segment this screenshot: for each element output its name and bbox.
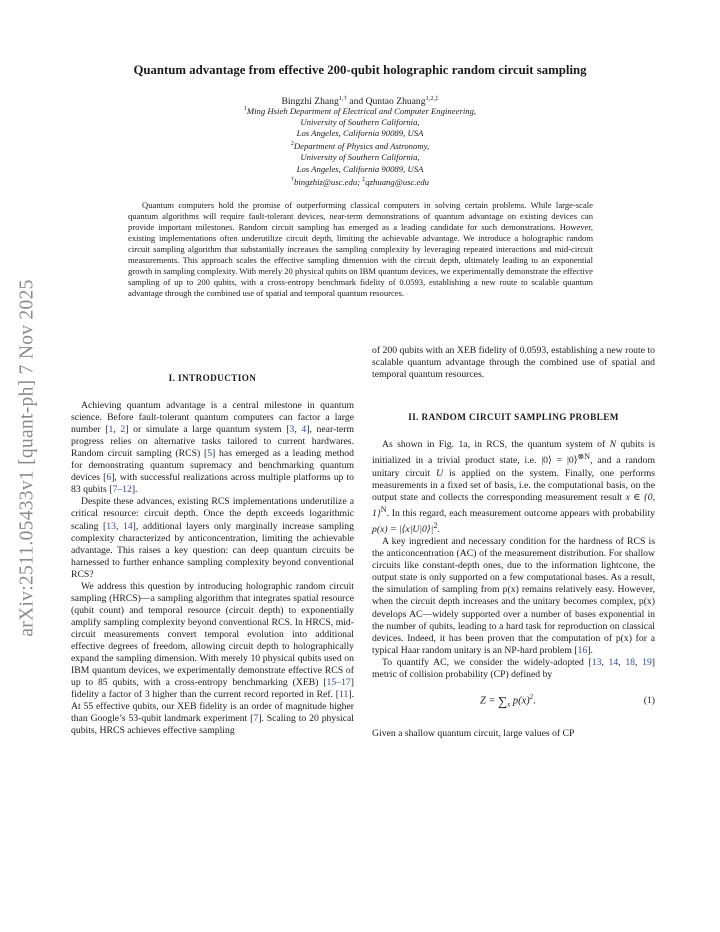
affiliation-line: $^1$Ming Hsieh Department of Electrical and Computer Engineering, xyxy=(243,105,477,116)
right-column xyxy=(372,345,655,740)
affiliation-line: University of Southern California, xyxy=(300,152,420,163)
affiliations xyxy=(60,104,660,188)
affiliation-line: $^2$Department of Physics and Astronomy, xyxy=(290,141,430,152)
email-line: †bingzhiz@usc.edu; ‡qzhuang@usc.edu xyxy=(290,176,430,187)
rcs-paragraph-2: A key ingredient and necessary condition for the hardness of RCS is the anticoncentration (AC) of the measurement distribution. For shallow circuits like constant-depth ones, due to the information lightcone, the output state is only supported on a few computational bases. As a result, the simulation of sampling from p(x) remains relatively easy. However, when the circuit depth increases and the unitary becomes complex, p(x) develops AC—widely supported over a number of bases exponential in the number of qubits, leading to a hard task for reproduction on classical devices. Indeed, it has been proven that the computation of p(x) for a typical Haar random unitary is an NP-hard problem [16]. xyxy=(372,536,655,656)
section-heading-introduction: I. INTRODUCTION xyxy=(168,373,257,383)
abstract: Quantum computers hold the promise of outperforming classical computers in solving certain problems. While large-scale quantum algorithms will require fault-tolerant devices, near-term demonstrations of quantum advantage on existing devices can provide important milestones. Random circuit sampling has emerged as a leading candidate for such demonstrations. However, existing implementations often underutilize circuit depth, limiting the achievable advantage. We introduce a holographic random circuit sampling algorithm that substantially increases the sampling complexity by leveraging repeated interactions and mid-circuit measurements. This approach scales the effective sampling dimension with the circuit depth, ultimately leading to an exponential growth in sampling complexity. With merely 20 physical qubits on IBM quantum devices, we experimentally demonstrate the effective sampling of up to 200 qubits, with a cross-entropy benchmark fidelity of 0.0593, establishing a new route to scalable quantum advantage through the combined use of spatial and temporal quantum resources. xyxy=(128,200,593,299)
author-conjunction: and xyxy=(346,96,366,108)
intro-paragraph-1: Achieving quantum advantage is a central milestone in quantum science. Before fault-tolerant quantum computers can factor a large number [1, 2] or simulate a large quantum system [3, 4], near-term progress relies on alternative tasks tailored to current hardwares. Random circuit sampling (RCS) [5] has emerged as a leading method for demonstrating quantum supremacy and benchmarking quantum devices [6], with successful realizations across multiple platforms up to 83 qubits [7–12]. xyxy=(71,400,354,496)
paper-title: Quantum advantage from effective 200-qubit holographic random circuit sampling xyxy=(133,63,587,77)
equation-1 xyxy=(372,691,655,711)
author-name: Bingzhi Zhang xyxy=(281,96,339,108)
author-name: Quntao Zhuang xyxy=(365,96,426,108)
affiliation-line: University of Southern California, xyxy=(300,117,420,128)
intro-paragraph-2: Despite these advances, existing RCS implementations underutilize a critical resource: circuit depth. Once the depth exceeds logarithmic scaling [13, 14], additional layers only marginally increase sampling complexity characterized by anticoncentration, limiting the achievable advantage. This raises a key question: can deep quantum circuits be harnessed to further enhance sampling complexity beyond conventional RCS? xyxy=(71,496,354,580)
equation-number: (1) xyxy=(643,694,655,706)
affiliation-line: Los Angeles, California 90089, USA xyxy=(296,128,424,139)
affiliation-line: Los Angeles, California 90089, USA xyxy=(296,163,424,174)
arxiv-identifier-text: arXiv:2511.05433v1 [quant-ph] 7 Nov 2025 xyxy=(17,279,39,637)
rcs-paragraph-3: To quantify AC, we consider the widely-adopted [13, 14, 18, 19] metric of collision probability (CP) defined by xyxy=(372,656,656,680)
rcs-paragraph-4: Given a shallow quantum circuit, large values of CP xyxy=(372,728,575,740)
equation-body: $Z = \sum_x$ $p(x)^2$. xyxy=(479,692,536,709)
left-column xyxy=(71,372,354,737)
author-affiliation-marker: 1,† xyxy=(338,95,347,102)
section-heading-rcs-problem: II. RANDOM CIRCUIT SAMPLING PROBLEM xyxy=(408,412,619,423)
author-affiliation-marker: 1,2,‡ xyxy=(425,95,439,102)
rcs-paragraph-1: As shown in Fig. 1a, in RCS, the quantum system of N qubits is initialized in a trivial product state, i.e. |0⟩ = |0⟩$^{\otimes N}$, and a random unitary circuit U is applied on the system. Finally, one performs measurements in a fixed set of basis, i.e. the computational basis, on the output state and collects the corresponding measurement result x ∈ {0, 1}$^N$. In this regard, each measurement outcome appears with probability $p(x) = |⟨x|U|0⟩|^2$. xyxy=(372,439,655,536)
arxiv-identifier-stamp xyxy=(8,258,48,658)
intro-paragraph-3: We address this question by introducing holographic random circuit sampling (HRCS)—a sampling algorithm that integrates spatial resource (qubit count) and temporal resource (circuit depth) to exponentially amplify sampling complexity beyond conventional RCS. In HRCS, mid-circuit measurements convert temporal evolution into additional effective degrees of freedom, allowing circuit depth to holographically expand the sampling dimension. With merely 10 physical qubits used on IBM quantum devices, we experimentally demonstrate effective RCS of up to 85 qubits, with a cross-entropy benchmarking (XEB) [15–17] fidelity a factor of 3 higher than the current record reported in Ref. [11]. At 55 effective qubits, our XEB fidelity is an order of magnitude higher than Google’s 53-qubit landmark experiment [7]. Scaling to 20 physical qubits, HRCS achieves effective sampling xyxy=(71,580,354,737)
intro-paragraph-3-continued: of 200 qubits with an XEB fidelity of 0.0593, establishing a new route to scalable quantum advantage through the combined use of spatial and temporal quantum resources. xyxy=(372,345,655,381)
